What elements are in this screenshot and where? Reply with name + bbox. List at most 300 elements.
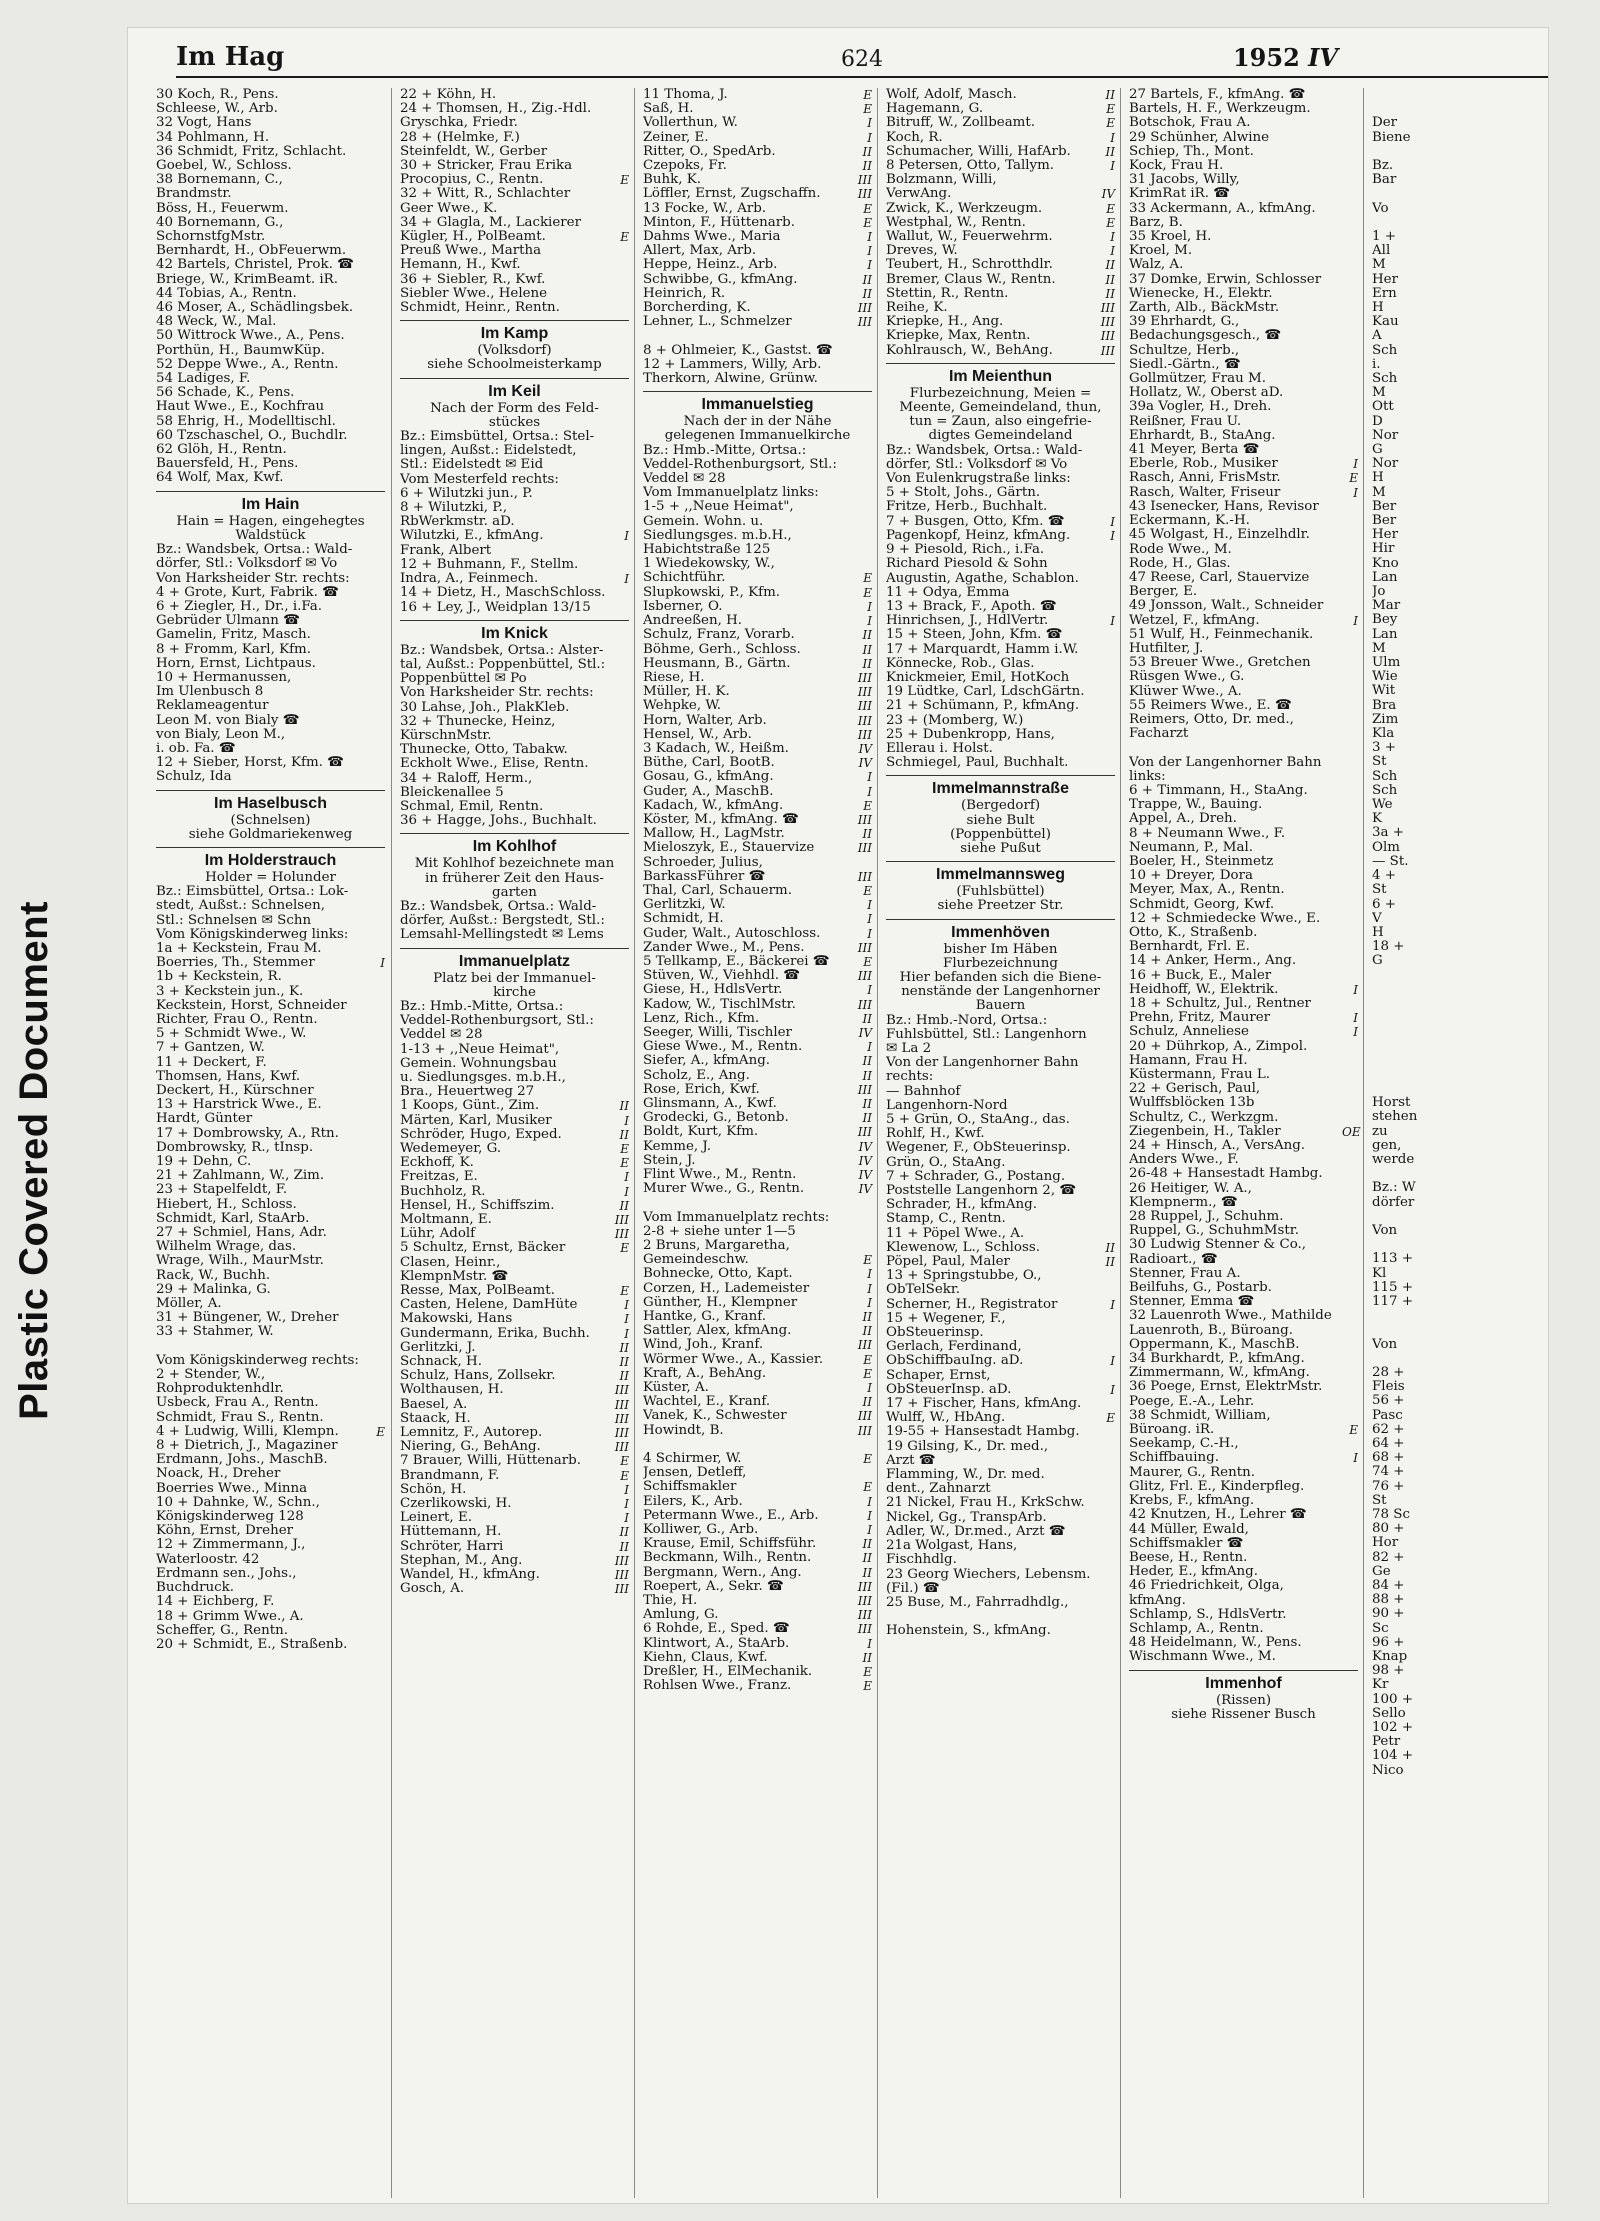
directory-entry <box>643 1182 872 1196</box>
directory-entry <box>400 786 629 800</box>
entry-text: 30 + Stricker, Frau Erika <box>400 159 573 174</box>
entry-text: Vom Königskinderweg rechts: <box>156 1353 359 1368</box>
directory-entry <box>1129 1153 1358 1167</box>
entry-text: Pagenkopf, Heinz, kfmAng. <box>886 528 1071 543</box>
entry-floor-mark: III <box>857 841 872 856</box>
entry-text: dörfer <box>1372 1195 1415 1210</box>
section-description: Flurbezeichnung <box>943 955 1058 971</box>
entry-floor-mark <box>856 557 872 571</box>
entry-floor-mark <box>1467 429 1483 443</box>
directory-entry <box>1129 1508 1358 1522</box>
entry-text: Otto, K., Straßenb. <box>1129 925 1258 940</box>
entry-floor-mark: II <box>619 1525 629 1540</box>
directory-entry <box>1372 1536 1483 1550</box>
directory-entry <box>1129 1238 1358 1252</box>
entry-floor-mark <box>369 216 385 230</box>
directory-entry <box>886 458 1115 472</box>
entry-floor-mark <box>856 1211 872 1225</box>
entry-text: Kriepke, H., Ang. <box>886 315 1004 330</box>
entry-floor-mark: I <box>624 1170 629 1185</box>
entry-floor-mark <box>613 900 629 914</box>
entry-text: — St. <box>1372 854 1409 869</box>
entry-text: Zimmermann, W., kfmAng. <box>1129 1366 1310 1381</box>
section-title: Im Holderstrauch <box>204 851 337 869</box>
entry-text: Rose, Erich, Kwf. <box>643 1082 760 1097</box>
directory-entry <box>886 1568 1115 1582</box>
entry-floor-mark: III <box>614 1440 629 1455</box>
entry-text <box>1372 1352 1467 1366</box>
entry-text: Fritze, Herb., Buchhalt. <box>886 500 1048 515</box>
entry-text: Stettin, R., Rentn. <box>886 286 1009 301</box>
entry-floor-mark <box>1099 586 1115 600</box>
directory-entry <box>1372 443 1483 457</box>
entry-text: Büroang. iR. <box>1129 1423 1215 1438</box>
entry-floor-mark <box>1099 1525 1115 1539</box>
entry-text: Büthe, Carl, BootB. <box>643 756 775 771</box>
entry-text: Im Ulenbusch 8 <box>156 685 264 700</box>
entry-floor-mark <box>1467 500 1483 514</box>
entry-floor-mark <box>1467 983 1483 997</box>
entry-floor-mark <box>1467 1181 1483 1195</box>
entry-text: 84 + <box>1372 1579 1405 1594</box>
entry-text: Fleis <box>1372 1380 1405 1395</box>
entry-text: 113 + <box>1372 1252 1414 1267</box>
entry-floor-mark: E <box>863 1452 872 1467</box>
entry-text: Kadow, W., TischlMstr. <box>643 997 796 1012</box>
entry-floor-mark: E <box>863 1480 872 1495</box>
entry-text <box>643 1438 856 1452</box>
entry-floor-mark: I <box>1353 1011 1358 1026</box>
entry-floor-mark <box>369 102 385 116</box>
entry-floor-mark <box>1342 855 1358 869</box>
entry-floor-mark: II <box>619 1127 629 1142</box>
entry-floor-mark <box>369 88 385 102</box>
directory-entry <box>886 1596 1115 1610</box>
directory-entry <box>1129 216 1358 230</box>
directory-entry <box>1129 1182 1358 1196</box>
section-description: (Schnelsen) <box>230 812 311 828</box>
entry-floor-mark <box>1099 756 1115 770</box>
entry-text: Horn, Walter, Arb. <box>643 713 767 728</box>
directory-entry <box>156 970 385 984</box>
directory-entry <box>1372 244 1483 258</box>
entry-text: Minton, F., Hüttenarb. <box>643 215 795 230</box>
entry-floor-mark <box>1342 1096 1358 1110</box>
header-part: IV <box>1308 43 1338 72</box>
entry-floor-mark <box>1467 315 1483 329</box>
directory-entry <box>400 258 629 272</box>
directory-entry <box>156 400 385 414</box>
entry-text: Noack, H., Dreher <box>156 1467 281 1482</box>
entry-text: Hor <box>1372 1536 1399 1551</box>
directory-entry <box>643 444 872 458</box>
entry-floor-mark <box>1342 358 1358 372</box>
entry-floor-mark <box>1342 329 1358 343</box>
directory-entry <box>1372 1409 1483 1423</box>
entry-floor-mark <box>613 1071 629 1085</box>
entry-text: Schröder, Hugo, Exped. <box>400 1127 562 1142</box>
entry-floor-mark: I <box>624 1184 629 1199</box>
directory-entry <box>1129 883 1358 897</box>
directory-entry <box>643 728 872 742</box>
entry-floor-mark <box>1467 471 1483 485</box>
entry-text: Amlung, G. <box>643 1608 719 1623</box>
directory-entry <box>400 444 629 458</box>
directory-entry <box>1372 1252 1483 1266</box>
entry-floor-mark <box>1467 1267 1483 1281</box>
section-heading <box>156 847 385 871</box>
entry-floor-mark <box>1467 1423 1483 1437</box>
entry-text: Giese, H., HdlsVertr. <box>643 983 783 998</box>
entry-text: 22 + Köhn, H. <box>400 88 497 102</box>
entry-floor-mark <box>856 472 872 486</box>
directory-entry <box>400 1540 629 1554</box>
entry-text: Sch <box>1372 343 1398 358</box>
entry-floor-mark: IV <box>858 1025 872 1040</box>
entry-floor-mark <box>369 1056 385 1070</box>
directory-entry <box>1129 1040 1358 1054</box>
directory-entry <box>1129 1253 1358 1267</box>
directory-entry <box>156 372 385 386</box>
directory-entry <box>400 1554 629 1568</box>
directory-entry <box>1372 1451 1483 1465</box>
entry-floor-mark: III <box>614 1411 629 1426</box>
entry-text: 42 Bartels, Christel, Prok. ☎ <box>156 258 354 273</box>
entry-floor-mark <box>1342 1253 1358 1267</box>
directory-entry <box>156 230 385 244</box>
entry-floor-mark <box>1342 1565 1358 1579</box>
directory-entry <box>643 1566 872 1580</box>
entry-text: Von <box>1372 1337 1398 1352</box>
entry-floor-mark: III <box>857 727 872 742</box>
entry-text: Eckermann, K.-H. <box>1129 514 1250 529</box>
directory-entry <box>156 273 385 287</box>
entry-text: Nor <box>1372 457 1399 472</box>
section-heading <box>886 363 1115 387</box>
entry-floor-mark <box>1467 514 1483 528</box>
entry-text: Schulz, Ida <box>156 770 232 785</box>
section-description: Platz bei der Immanuel- <box>433 970 596 986</box>
entry-floor-mark <box>1342 131 1358 145</box>
entry-text: 52 Deppe Wwe., A., Rentn. <box>156 357 339 372</box>
entry-text: Glitz, Frl. E., Kinderpfleg. <box>1129 1479 1305 1494</box>
entry-text: 37 Domke, Erwin, Schlosser <box>1129 272 1322 287</box>
entry-floor-mark <box>369 1439 385 1453</box>
entry-text: 46 Moser, A., Schädlingsbek. <box>156 301 354 316</box>
directory-entry <box>886 742 1115 756</box>
entry-text: Siedl.-Gärtn., ☎ <box>1129 357 1241 372</box>
entry-text: 18 + Grimm Wwe., A. <box>156 1609 304 1624</box>
entry-text: Schumacher, Willi, HafArb. <box>886 144 1071 159</box>
entry-floor-mark: II <box>862 1111 872 1126</box>
directory-entry <box>156 315 385 329</box>
directory-entry <box>400 1398 629 1412</box>
directory-entry <box>1129 770 1358 784</box>
directory-entry <box>886 657 1115 671</box>
entry-text: 28 + <box>1372 1365 1405 1380</box>
directory-entry <box>1372 287 1483 301</box>
directory-entry <box>643 1140 872 1154</box>
entry-text: Thomsen, Hans, Kwf. <box>156 1069 301 1084</box>
entry-floor-mark <box>369 244 385 258</box>
entry-floor-mark <box>1467 486 1483 500</box>
directory-entry <box>1372 273 1483 287</box>
entry-floor-mark <box>369 187 385 201</box>
entry-text: Roepert, A., Sekr. ☎ <box>643 1579 784 1594</box>
directory-entry <box>1372 1153 1483 1167</box>
directory-entry <box>156 1311 385 1325</box>
entry-text: 24 + Hinsch, A., VersAng. <box>1129 1139 1306 1154</box>
directory-entry <box>643 785 872 799</box>
section-description: stückes <box>488 414 541 430</box>
directory-entry <box>643 1296 872 1310</box>
entry-floor-mark <box>1467 173 1483 187</box>
entry-floor-mark <box>369 970 385 984</box>
directory-entry <box>643 1637 872 1651</box>
entry-text: 3 + <box>1372 741 1396 756</box>
entry-text: Botschok, Frau A. <box>1129 116 1251 131</box>
directory-entry <box>1372 486 1483 500</box>
entry-text: werde <box>1372 1153 1415 1168</box>
entry-text: D <box>1372 414 1383 429</box>
entry-text: Walz, A. <box>1129 258 1184 273</box>
directory-entry <box>1129 1309 1358 1323</box>
section-description: siehe Rissener Busch <box>1171 1706 1316 1722</box>
directory-entry <box>156 358 385 372</box>
entry-text: Wind, Joh., Kranf. <box>643 1338 764 1353</box>
directory-entry <box>156 1411 385 1425</box>
entry-text: Hüttemann, H. <box>400 1525 502 1540</box>
entry-text: KürschnMstr. <box>400 728 492 743</box>
entry-floor-mark <box>1342 812 1358 826</box>
entry-text: Gerlitzki, J. <box>400 1340 476 1355</box>
entry-text: 74 + <box>1372 1465 1405 1480</box>
entry-floor-mark <box>369 1169 385 1183</box>
entry-text: 17 + Marquardt, Hamm i.W. <box>886 642 1079 657</box>
directory-entry <box>643 941 872 955</box>
entry-text: 82 + <box>1372 1550 1405 1565</box>
entry-text: Krebs, F., kfmAng. <box>1129 1494 1255 1509</box>
directory-entry <box>1372 145 1483 159</box>
entry-floor-mark: E <box>863 215 872 230</box>
section-description: Hier befanden sich die Biene- <box>899 969 1102 985</box>
entry-floor-mark <box>613 800 629 814</box>
entry-floor-mark: I <box>867 1636 872 1651</box>
directory-entry <box>886 102 1115 116</box>
section-description: nenstände der Langenhorner <box>901 984 1100 1000</box>
entry-text: 14 + Dietz, H., MaschSchloss. <box>400 586 606 601</box>
entry-floor-mark <box>1467 1224 1483 1238</box>
directory-entry <box>1372 315 1483 329</box>
entry-text: 25 Buse, M., Fahrradhdlg., <box>886 1595 1069 1610</box>
directory-entry <box>643 969 872 983</box>
entry-floor-mark: E <box>863 1253 872 1268</box>
entry-floor-mark <box>613 473 629 487</box>
directory-entry <box>1372 429 1483 443</box>
directory-entry <box>1372 1394 1483 1408</box>
entry-floor-mark <box>1099 1369 1115 1383</box>
directory-entry <box>156 1169 385 1183</box>
entry-floor-mark <box>369 1183 385 1197</box>
directory-entry <box>400 1014 629 1028</box>
entry-text: Wrage, Wilh., MaurMstr. <box>156 1254 324 1269</box>
entry-text: Mieloszyk, E., Stauervize <box>643 841 815 856</box>
entry-floor-mark: I <box>867 130 872 145</box>
entry-floor-mark <box>1342 244 1358 258</box>
entry-floor-mark <box>1467 1068 1483 1082</box>
entry-text: 38 Schmidt, William, <box>1129 1408 1271 1423</box>
entry-floor-mark <box>1342 784 1358 798</box>
directory-entry <box>1129 1352 1358 1366</box>
entry-floor-mark: III <box>857 1579 872 1594</box>
entry-text: 39 Ehrhardt, G., <box>1129 315 1240 330</box>
entry-floor-mark <box>369 1283 385 1297</box>
directory-entry <box>156 301 385 315</box>
entry-text: Wachtel, E., Kranf. <box>643 1395 771 1410</box>
entry-floor-mark <box>369 443 385 457</box>
entry-floor-mark <box>369 770 385 784</box>
entry-floor-mark <box>1467 287 1483 301</box>
entry-floor-mark <box>613 145 629 159</box>
entry-floor-mark: E <box>620 1156 629 1171</box>
entry-floor-mark <box>613 430 629 444</box>
section-description: siehe Schoolmeisterkamp <box>427 357 602 373</box>
entry-text: 50 Wittrock Wwe., A., Pens. <box>156 329 345 344</box>
directory-entry <box>1372 784 1483 798</box>
directory-entry <box>1372 869 1483 883</box>
entry-floor-mark <box>1467 1125 1483 1139</box>
entry-text: dörfer, Stl.: Volksdorf ✉ Vo <box>156 557 338 572</box>
directory-entry <box>400 900 629 914</box>
entry-text: Resse, Max, PolBeamt. <box>400 1284 555 1299</box>
entry-floor-mark: I <box>867 1508 872 1523</box>
entry-floor-mark <box>1099 557 1115 571</box>
entry-floor-mark <box>369 287 385 301</box>
entry-floor-mark <box>1467 1707 1483 1721</box>
entry-floor-mark: I <box>624 1312 629 1327</box>
directory-entry <box>643 1452 872 1466</box>
directory-entry <box>1129 1295 1358 1309</box>
directory-entry <box>1372 883 1483 897</box>
directory-entry <box>1372 1011 1483 1025</box>
entry-text: Sch <box>1372 371 1398 386</box>
entry-floor-mark <box>613 287 629 301</box>
directory-entry <box>400 1412 629 1426</box>
entry-floor-mark <box>1099 1085 1115 1099</box>
entry-floor-mark: I <box>867 1494 872 1509</box>
entry-text: 8 + Wilutzki, P., <box>400 501 508 516</box>
entry-floor-mark <box>1342 1040 1358 1054</box>
directory-entry <box>156 386 385 400</box>
entry-text: Schiffsmakler ☎ <box>1129 1536 1244 1551</box>
directory-entry <box>886 685 1115 699</box>
entry-text: Czerlikowski, H. <box>400 1497 512 1512</box>
directory-entry <box>1372 1295 1483 1309</box>
directory-entry <box>643 600 872 614</box>
entry-text: 46 Friedrichkeit, Olga, <box>1129 1579 1284 1594</box>
entry-floor-mark <box>1342 443 1358 457</box>
directory-entry <box>400 1043 629 1057</box>
directory-entry <box>1129 1338 1358 1352</box>
entry-text: Bartels, H. F., Werkzeugm. <box>1129 102 1311 117</box>
directory-entry <box>886 1113 1115 1127</box>
directory-entry <box>1372 1721 1483 1735</box>
entry-floor-mark <box>1342 1380 1358 1394</box>
directory-entry <box>643 472 872 486</box>
directory-entry <box>643 1069 872 1083</box>
directory-entry <box>1129 670 1358 684</box>
entry-text <box>1372 1054 1467 1068</box>
entry-text: Bar <box>1372 173 1397 188</box>
entry-text: H <box>1372 471 1384 486</box>
entry-floor-mark <box>1099 600 1115 614</box>
entry-floor-mark <box>1099 714 1115 728</box>
directory-entry <box>156 187 385 201</box>
entry-text: 34 + Raloff, Herm., <box>400 771 533 786</box>
entry-text: Ber <box>1372 514 1397 529</box>
directory-entry <box>1129 1523 1358 1537</box>
entry-text: Teubert, H., Schrotthdlr. <box>886 258 1053 273</box>
directory-entry <box>1129 443 1358 457</box>
directory-entry <box>156 999 385 1013</box>
directory-entry <box>1129 1366 1358 1380</box>
entry-floor-mark <box>1099 1227 1115 1241</box>
entry-floor-mark: III <box>857 1338 872 1353</box>
entry-text: Ott <box>1372 400 1394 415</box>
entry-floor-mark <box>369 1155 385 1169</box>
section-heading <box>400 378 629 402</box>
entry-floor-mark: E <box>1106 102 1115 117</box>
entry-floor-mark <box>369 1041 385 1055</box>
directory-entry <box>643 699 872 713</box>
entry-text: Bz.: Hmb.-Mitte, Ortsa.: <box>643 443 807 458</box>
entry-floor-mark <box>1467 1110 1483 1124</box>
entry-floor-mark: I <box>867 1267 872 1282</box>
directory-entry <box>886 1553 1115 1567</box>
directory-entry <box>643 614 872 628</box>
entry-text: i. <box>1372 357 1381 372</box>
entry-floor-mark: III <box>614 1568 629 1583</box>
entry-floor-mark <box>1467 1281 1483 1295</box>
entry-text: 8 + Neumann Wwe., F. <box>1129 826 1286 841</box>
entry-text: Bz.: Wandsbek, Ortsa.: Wald- <box>886 443 1083 458</box>
directory-entry <box>886 643 1115 657</box>
entry-floor-mark <box>1342 741 1358 755</box>
directory-entry <box>1129 713 1358 727</box>
entry-text: Beckmann, Wilh., Rentn. <box>643 1551 812 1566</box>
entry-text: Olm <box>1372 840 1400 855</box>
directory-entry <box>886 1468 1115 1482</box>
directory-entry <box>1372 812 1483 826</box>
entry-floor-mark <box>1467 1167 1483 1181</box>
directory-entry <box>400 1483 629 1497</box>
directory-entry <box>400 658 629 672</box>
directory-entry <box>1372 1352 1483 1366</box>
entry-floor-mark <box>856 1225 872 1239</box>
entry-text: M <box>1372 386 1386 401</box>
directory-entry <box>1372 855 1483 869</box>
entry-floor-mark <box>613 258 629 272</box>
entry-floor-mark <box>1467 1749 1483 1763</box>
entry-floor-mark <box>1342 429 1358 443</box>
entry-text: Knap <box>1372 1650 1408 1665</box>
entry-floor-mark: III <box>857 1608 872 1623</box>
directory-entry <box>156 1098 385 1112</box>
directory-entry <box>1129 1551 1358 1565</box>
directory-entry <box>1129 116 1358 130</box>
entry-text: 26 Heitiger, W. A., <box>1129 1181 1252 1196</box>
directory-entry <box>400 800 629 814</box>
